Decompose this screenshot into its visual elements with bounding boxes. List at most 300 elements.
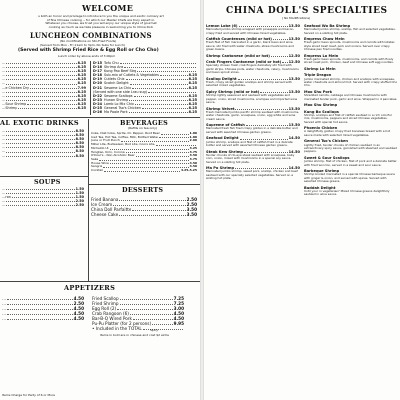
item-price: 8.25 <box>77 69 86 74</box>
leader-dots <box>113 202 185 206</box>
leader-dots <box>126 151 189 154</box>
specialty-description: Fresh filet of fish marinated in a garlic, black bean and wine sauce, stir fried with water chestnuts, straw mushrooms and green beans. <box>206 40 294 52</box>
specialty-description: A delightfully golden crispy fried boneless breast with a hot sauce made with selected mixed vegetables. <box>304 129 391 137</box>
specialty-item <box>206 150 300 164</box>
leader-dots <box>124 65 196 68</box>
item-name: … <box>2 93 6 98</box>
specialty-item <box>304 169 398 183</box>
item-name: Coke, Diet Coke, Sprite, Dr. Pepper, Root Beer <box>91 132 160 135</box>
item-price: 8.25 <box>77 106 86 111</box>
leader-dots <box>271 54 288 57</box>
leader-dots <box>126 77 188 80</box>
item-name: Scotch Delight <box>104 81 129 86</box>
leader-dots <box>130 81 188 84</box>
leader-dots <box>6 133 74 136</box>
lunch-left-list <box>2 61 86 110</box>
leader-dots <box>133 316 173 320</box>
lunch-note: (No modifications on Stir-Fried Foods) <box>60 39 117 43</box>
leader-dots <box>110 162 189 165</box>
leader-dots <box>121 139 189 142</box>
specialty-name: Ma Po Shrimp <box>206 166 235 171</box>
exotic-drink-item <box>2 154 84 158</box>
beverages-list <box>91 132 197 173</box>
leader-dots <box>136 154 189 157</box>
item-name: … <box>2 73 6 78</box>
item-price: 7.25 <box>173 301 184 306</box>
specialty-description: Marinated jumbo shrimp, scallop, fish and selected vegetables. Served on a sizzling hot plate. <box>304 27 396 35</box>
lunch-right-list <box>93 61 197 114</box>
specialty-price: 13.50 <box>288 90 300 95</box>
specialty-description: Jumbo marinated shrimp, chicken and scallops with snowpeas, water chestnuts and almond hot. Served with crispy stuffed Cho Cho. <box>304 76 398 88</box>
item-name: Hunan Shrimp <box>104 97 129 102</box>
item-name: General Tso's Chicken <box>104 106 141 111</box>
item-price: 2.50 <box>73 301 84 306</box>
item-code: D-19 <box>93 77 103 82</box>
leader-dots <box>18 106 76 109</box>
specialty-name: Catfish Countenses (mild or hot) <box>206 37 272 42</box>
leader-dots <box>148 90 196 93</box>
specialty-name: Triple Dragon <box>304 73 332 78</box>
item-price: 8.25 <box>188 85 197 90</box>
item-name: (Served with one side Lrau sug) <box>93 89 147 94</box>
leader-dots <box>120 296 173 300</box>
item-name: Sub-mix of Cutlets & Vegetables <box>104 73 159 78</box>
item-price: 8.25 <box>77 101 86 106</box>
specialty-item <box>206 54 300 58</box>
specialty-name: Shrimp Cantonese (mild or hot) <box>206 53 270 58</box>
specialty-item <box>206 24 300 35</box>
item-name: Fried Scallop <box>92 296 119 301</box>
item-name: …e Chicken Dry <box>2 85 30 90</box>
specialty-item <box>304 67 398 71</box>
leader-dots <box>6 77 76 80</box>
specialty-description: Shredded carrots, cabbage and Chinese mushrooms with marinated tender pork, garlic and wine. Wrapped in 4 pancakes. <box>304 93 398 101</box>
leader-dots <box>160 73 188 76</box>
item-code: D-23 <box>93 97 103 102</box>
welcome-line: s both an honor and privilege to introduce to you the unique and exotic culinary art <box>38 14 164 18</box>
appetizers-title: APPETIZERS <box>64 284 116 292</box>
leader-dots <box>120 61 196 64</box>
specialty-description: Until your in vegetarian? Mixed Chinese greens delightfully sautéed in wine sauce. <box>304 189 390 197</box>
item-price: 2.50 <box>186 202 197 207</box>
item-price: 8.50 <box>75 133 84 138</box>
item-name: … <box>2 149 6 154</box>
leader-dots <box>129 98 187 101</box>
item-price: 8.25 <box>188 77 197 82</box>
item-name: Iced Tea, Hot Tea, Coffee, Milk, Bottled Water <box>91 135 159 139</box>
desserts-list <box>91 197 197 217</box>
specialty-name: Buddah Delight <box>304 185 336 190</box>
item-name: Bar-B-Q Wired Pork <box>92 316 132 321</box>
item-name: … <box>2 191 6 196</box>
specialty-item <box>304 103 398 107</box>
specialty-name: Steak Kew Shrimp <box>206 149 244 154</box>
specialty-item <box>206 37 300 51</box>
specialty-name: Moo Shu Pork <box>304 90 332 95</box>
specialty-description: Shrimp, scallops and filet of catfish sautéed in a rich colorful mix, mushrooms, peppers and sliced Chinese vegetables. Served with special hot sauce. <box>304 112 392 124</box>
leader-dots <box>7 316 72 320</box>
specialty-item <box>206 166 300 180</box>
item-price: 2.00 <box>189 138 197 143</box>
specialty-description: Marinated jumbo shrimp, sweet pork, scallop, chicken and beef sauteed with our specially selected vegetables. Served on a sizzling hot plate. <box>206 169 298 181</box>
item-name: Sangria <box>91 165 103 169</box>
specialty-price: 13.50 <box>288 76 300 81</box>
specialties-left-list <box>206 24 300 183</box>
specialty-item <box>206 107 300 121</box>
item-code: D-15 <box>93 61 103 65</box>
item-name: House Wine <box>91 161 109 165</box>
specialty-name: Lemon Lobe (6) <box>206 24 238 28</box>
right-menu-panel <box>204 0 400 400</box>
item-name: Fried Shrimp <box>92 301 119 306</box>
item-name: … <box>2 77 6 82</box>
item-name: Crab Rangoon (6) <box>92 311 129 316</box>
item-price: 4.50 <box>73 306 84 311</box>
item-price: 8.25 <box>188 110 197 115</box>
welcome-line: Whatever you choose, we trust you will enjoy our unique style of gourmet <box>45 21 157 26</box>
item-name: … <box>2 306 7 311</box>
item-price: 8.50 <box>75 145 84 150</box>
item-price: 8.25 <box>188 73 197 78</box>
item-name: …Shrimp <box>2 106 18 111</box>
item-name: Michelob Ul. <box>91 146 110 150</box>
item-price: 8.25 <box>77 81 86 86</box>
item-name: … <box>2 81 6 86</box>
specialty-description: Jumbo shrimp, filet of chicken, filet of pork and a delicate batter with fried won ton, served in a sweet and sour sauce. <box>304 159 397 167</box>
hot-note: Items in bold are in chinese and cost $2 extra <box>100 333 169 337</box>
item-price: 4.25-5.25 <box>180 168 197 173</box>
item-name: • Included in the TOTAL <box>92 326 142 331</box>
soups-list <box>2 187 84 207</box>
item-name: … <box>2 129 6 133</box>
specialty-description: Fresh garlic bean sprouts, mushrooms, and carrots with finely sliced roast pork, chicken, beef and Chinese soft egg noodles. <box>304 57 394 65</box>
leader-dots <box>134 94 188 97</box>
leader-dots <box>6 203 74 206</box>
specialty-name: Seafood Delight <box>206 136 239 141</box>
specialty-price: 14.50 <box>288 166 300 171</box>
item-code: D-22 <box>93 93 103 98</box>
item-name: … <box>2 203 6 208</box>
item-price: 4.50 <box>173 311 184 316</box>
specialties-subtitle: ( No Modifications) <box>282 16 311 20</box>
specialty-name: Shrimp Lo Mein <box>304 67 336 72</box>
item-price: 1.80 <box>189 131 197 135</box>
specialty-name: Moo Shu Shrimp <box>304 103 338 108</box>
item-name: …Sour Shrimp <box>2 101 27 106</box>
item-name: … <box>2 145 6 150</box>
item-name: … <box>2 141 6 146</box>
item-name: Cutlets Chix <box>104 77 125 82</box>
item-price: 3.25 <box>189 145 197 150</box>
item-name: … <box>2 296 7 301</box>
item-price: 3.75 <box>189 149 197 154</box>
leader-dots <box>152 321 173 325</box>
item-price: 8.25 <box>188 106 197 111</box>
leader-dots <box>6 187 74 190</box>
specialty-description: Fresh garlic bean sprouts, mushrooms and carrots with lobster-style sliced beef, beef, pork and onions. Served over crispy Chinese pan fried noodles. <box>304 40 396 52</box>
leader-dots <box>142 106 188 109</box>
item-name: … <box>2 311 7 316</box>
item-price: 8.50 <box>75 137 84 142</box>
leader-dots <box>30 86 77 89</box>
leader-dots <box>130 311 173 315</box>
item-price: 2.50 <box>75 199 84 204</box>
item-code: D-25 <box>93 106 103 111</box>
item-code: D-17 <box>93 69 103 74</box>
item-price: 8.25 <box>77 97 86 102</box>
welcome-text <box>6 15 196 30</box>
item-name: Shrimp Ans <box>104 65 124 70</box>
appetizers-right-list <box>92 296 184 331</box>
item-price: 3.50 <box>186 212 197 217</box>
item-price: 8.25 <box>188 97 197 102</box>
specialty-description: Tender chunks of rib-eye steak sauteed with snowpeas, baby corn, onion, mixed with mushrooms in a special soy sauce. Served on a sizzling hot plate. <box>206 152 295 164</box>
lunch-title: LUNCHEON COMBINATIONS <box>30 31 152 40</box>
item-price: 8.25 <box>77 65 86 70</box>
leader-dots <box>103 165 188 168</box>
leader-dots <box>6 69 76 72</box>
leader-dots <box>6 81 76 84</box>
item-name: … <box>2 89 6 94</box>
item-name: … <box>2 137 6 142</box>
leader-dots <box>6 149 74 152</box>
item-name: Sesame La Chix <box>104 85 132 90</box>
dessert-item <box>91 212 197 217</box>
specialty-description: Fresh marinated jumbo pacific shrimp sautéed with mushrooms, water chestnuts, garlic, snowpeas, onion, egg white and wine cream sauce. <box>206 109 300 121</box>
item-code: D-21 <box>93 85 103 90</box>
item-name: … <box>2 153 6 158</box>
lunch-subtitle: (Served with Shrimp Fried Rice & Egg Roll or Cho Cho) <box>18 48 159 53</box>
item-name: Ma Poole Pork <box>104 110 128 115</box>
specialty-item <box>206 123 300 134</box>
item-price: 4.50 <box>189 160 197 165</box>
item-price: 8.25 <box>77 89 86 94</box>
exotic-list <box>2 129 84 158</box>
specialty-description: Marinated jumbo shrimp wrapped with pineapple and bacon, crispy fried and served with Chinese mixed vegetables. <box>206 27 295 35</box>
item-code: D-20 <box>93 81 103 86</box>
item-price: 8.50 <box>75 129 84 133</box>
item-name: … <box>2 65 6 70</box>
item-name: … <box>2 316 7 321</box>
item-price: 1.50 <box>75 191 84 196</box>
leader-dots <box>6 90 76 93</box>
item-code: D-18 <box>93 73 103 78</box>
item-price: 4.50 <box>173 316 184 321</box>
appetizers-left-list <box>2 296 84 321</box>
leader-dots <box>159 136 188 139</box>
specialty-name: Empress Lo Mein <box>304 53 339 58</box>
leader-dots <box>161 132 189 135</box>
charge-note: Items Charge for Party of 6 or More <box>2 393 55 397</box>
specialty-price: 13.50 <box>288 24 300 28</box>
item-name: Tofu Chu <box>104 61 119 65</box>
item-name: Miller Lite, Budweiser, Bud Lite, Coors Lite, <box>91 143 156 147</box>
specialty-item <box>206 60 300 74</box>
leader-dots <box>7 296 72 300</box>
leader-dots <box>132 86 188 89</box>
specialty-item <box>304 24 398 35</box>
item-price: 4.50 <box>73 316 84 321</box>
leader-dots <box>7 311 72 315</box>
beverages-note: (Refills on tea only) <box>128 126 158 130</box>
leader-dots <box>6 141 74 144</box>
leader-dots <box>117 306 172 310</box>
item-name: Fried Banana <box>91 197 119 202</box>
specialty-item <box>206 77 300 88</box>
soup-item <box>2 203 84 207</box>
welcome-title: WELCOME <box>82 3 134 13</box>
item-name: China Doll Parfaitte <box>91 207 132 212</box>
leader-dots <box>143 326 183 330</box>
specialty-item <box>304 186 398 197</box>
item-price: 1.80 <box>189 134 197 139</box>
item-price: 8.25 <box>188 101 197 106</box>
specialty-name: Empress Chow Mein <box>304 37 345 42</box>
item-name: Kung Pao Beef Strg <box>104 69 137 74</box>
item-name: Cheese Cake <box>91 212 119 217</box>
item-name: …ron <box>2 195 11 200</box>
item-name: Cocktail <box>91 169 103 173</box>
item-price: 8.25 <box>188 81 197 86</box>
leader-dots <box>110 147 188 150</box>
leader-dots <box>27 102 76 105</box>
lunch-item <box>93 110 197 114</box>
specialty-name: Shrimp Velvet <box>206 106 235 111</box>
item-code: D-26 <box>93 110 103 115</box>
item-name: Lamb Lo Mix Chix <box>104 101 134 106</box>
welcome-line: of fine Chinese cooking -- for which our Master Chefs are truly expert in. <box>46 17 156 22</box>
item-price: 3.50 <box>186 207 197 212</box>
spicy-note: Spicy <box>150 328 159 332</box>
specialty-item <box>304 73 398 87</box>
leader-dots <box>7 301 72 305</box>
specialty-item <box>206 90 300 104</box>
specialty-description: Shrimp broiled marinated in a special Chinese barbeque sauce with ginger & onion, and served with spices. Served with selected Chinese greens. <box>304 172 395 184</box>
leader-dots <box>6 145 74 148</box>
specialty-description: Lightly fried, tender chunks of chicken sautéed in an extraordinary spicy sauce, garnished with steamed and sautéed peppers. <box>304 142 398 154</box>
desserts-title: DESSERTS <box>122 186 164 194</box>
item-name: O'Doul's - Non Alcoholic Beer <box>91 154 135 158</box>
leader-dots <box>135 102 188 105</box>
item-name: … <box>2 97 6 102</box>
item-name: Pu-Pu Platter (for 2 persons) <box>92 321 152 326</box>
item-price: 7.99 <box>77 85 86 90</box>
leader-dots <box>119 212 185 216</box>
leader-dots <box>137 69 196 72</box>
item-name: Sake <box>91 157 99 161</box>
leader-dots <box>6 191 74 194</box>
item-code: D-24 <box>93 101 103 106</box>
item-name: … <box>2 301 7 306</box>
specialty-price: 14.50 <box>288 136 300 141</box>
item-name: Ice Cream <box>91 202 113 207</box>
welcome-line: cooking as much as we take pleasure in welcoming you to China Doll. <box>48 25 154 30</box>
leader-dots <box>6 73 76 76</box>
specialty-price: 12.50 <box>288 53 300 58</box>
specialty-price: 12.50 <box>288 60 300 65</box>
specialty-name: Kung Bo Scallops <box>304 109 339 114</box>
leader-dots <box>6 154 74 157</box>
leader-dots <box>6 65 76 68</box>
item-price: 2.50 <box>75 203 84 208</box>
item-price: 8.25 <box>77 73 86 78</box>
specialty-item <box>304 90 398 101</box>
specialty-price: 13.50 <box>288 106 300 111</box>
specialty-item <box>304 54 398 65</box>
item-price: 3.50 <box>189 153 197 158</box>
item-name: Juice or Fruit Punch <box>91 139 120 143</box>
item-price: 8.25 <box>77 61 86 65</box>
appetizer-item <box>92 326 184 331</box>
item-code: D-16 <box>93 65 103 70</box>
beverage-item <box>91 169 197 173</box>
specialty-description: Shrimp lightly seasoned and sauteed with vegetables and pepper, onion, sliced mushrooms, scampee and imported wine sauce. <box>206 93 298 105</box>
item-price: 9.95 <box>173 321 184 326</box>
specialty-item <box>304 156 398 167</box>
specialty-description: Specially chosen fresh crab fingers delicately stir fried with garlic strips, Chinese pods, water chestnuts, celery, mushrooms and bean sprout slices. <box>206 63 299 75</box>
specialty-name: Sweet & Sour Scallops <box>304 156 350 161</box>
item-price: 4.50 <box>73 296 84 301</box>
specialty-name: Scallop Delight <box>206 76 237 81</box>
specialty-item <box>304 110 398 124</box>
beverages-title: BEVERAGES <box>120 119 169 127</box>
leader-dots <box>99 158 188 161</box>
item-name: Sesame Scallops <box>104 93 133 98</box>
leader-dots <box>7 306 72 310</box>
item-price: 2.50 <box>186 197 197 202</box>
item-price: 8.50 <box>75 153 84 158</box>
specialty-item <box>206 136 300 147</box>
specialty-name: Phoenix Chicken <box>304 126 338 131</box>
specialties-right-list <box>304 24 398 199</box>
leader-dots <box>12 195 75 198</box>
soups-title: SOUPS <box>34 178 61 186</box>
item-price: 7.25 <box>173 296 184 301</box>
item-price: 8.25 <box>77 77 86 82</box>
leader-dots <box>6 137 74 140</box>
specialty-price: 13.50 <box>288 123 300 128</box>
item-price: 8.50 <box>75 149 84 154</box>
specialty-price: 14.50 <box>288 149 300 154</box>
leader-dots <box>129 110 188 113</box>
specialty-item <box>304 126 398 137</box>
specialty-description: Fresh, crispy sliced golden scallops and shrimp served with selected mixed vegetables. <box>206 80 292 88</box>
item-name: … <box>2 69 6 74</box>
appetizer-item <box>2 316 84 321</box>
specialty-item <box>304 37 398 51</box>
lunch-hint: Lunch order by above ends of 3:00pm <box>58 54 116 58</box>
leader-dots <box>6 199 74 202</box>
leader-dots <box>6 94 76 97</box>
specialty-name: Seafood Wo Ba Shrimp <box>304 24 351 28</box>
exotic-title: AL EXOTIC DRINKS <box>0 119 79 127</box>
lunch-item <box>2 106 86 110</box>
leader-dots <box>6 98 76 101</box>
leader-dots <box>104 169 180 172</box>
item-price: 1.50 <box>75 187 84 191</box>
specialty-description: Jumbo shrimp, scallops and filet of catfish fried in a delicate butter and served with assorted Chinese garden greens. <box>206 139 293 148</box>
specialty-name: General Tso's Chicken <box>304 139 348 144</box>
specialty-item <box>304 139 398 153</box>
leader-dots <box>120 301 173 305</box>
specialty-name: Crab Fingers Cantonese (mild or hot) <box>206 60 282 65</box>
item-name: … <box>2 133 6 138</box>
item-name: Tsingtao, Kirin, Corona <box>91 150 125 154</box>
specialty-description: Marinated fresh fish fried crispy golden in a delicate butter and served with assorted Chinese garden greens. <box>206 126 298 134</box>
leader-dots <box>6 129 74 132</box>
item-price: 8.25 <box>188 93 197 98</box>
item-price: 8.25 <box>77 93 86 98</box>
